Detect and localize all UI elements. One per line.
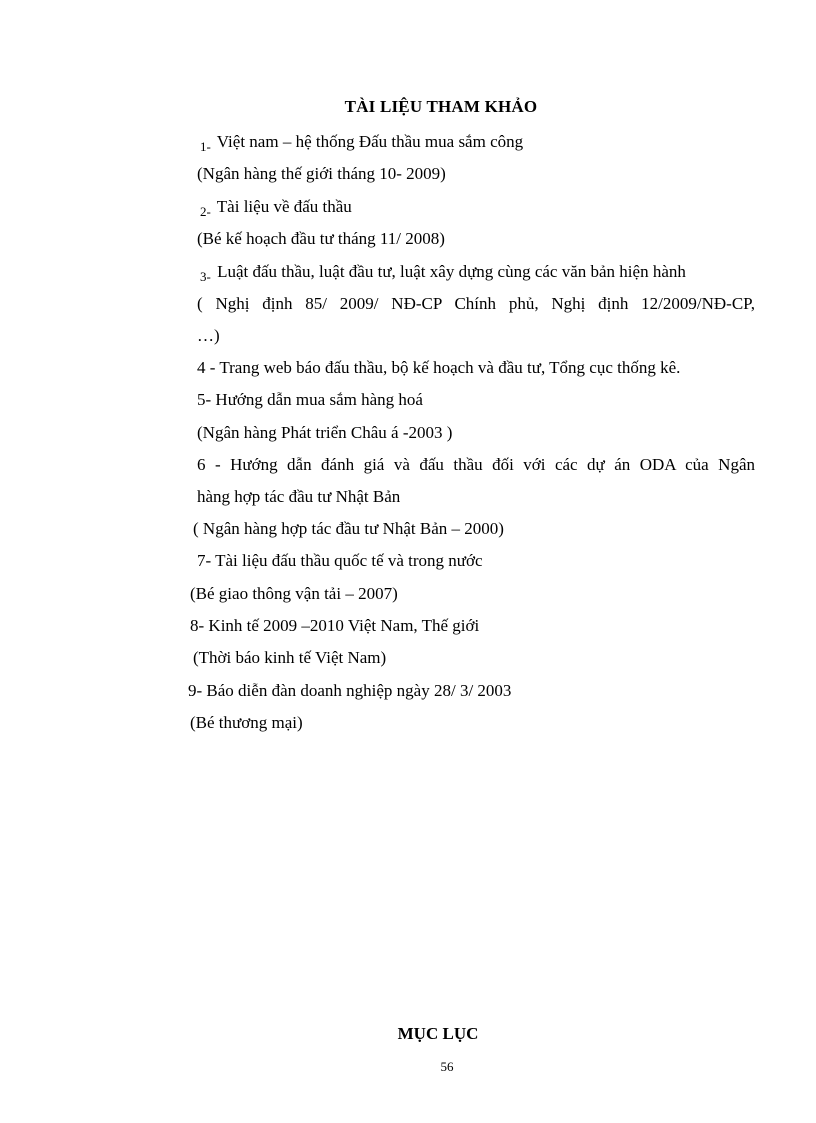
reference-source: (Ngân hàng thế giới tháng 10- 2009) — [197, 164, 446, 183]
table-of-contents-heading: MỤC LỤC — [397, 1024, 479, 1043]
reference-number: 1- — [200, 139, 211, 154]
reference-text: Tài liệu về đấu thầu — [216, 197, 352, 216]
reference-number: 2- — [200, 204, 211, 219]
reference-source: ( Nghị định 85/ 2009/ NĐ-CP Chính phủ, Nghị định 12/2009/NĐ-CP, — [197, 294, 755, 313]
reference-number: 3- — [200, 269, 211, 284]
reference-source: (Bé giao thông vận tải – 2007) — [190, 584, 398, 603]
page-number: 56 — [440, 1059, 454, 1074]
reference-source: (Bé thương mại) — [190, 713, 303, 732]
reference-source: (Ngân hàng Phát triển Châu á -2003 ) — [197, 423, 453, 442]
reference-item-3 — [200, 262, 686, 282]
page-title: TÀI LIỆU THAM KHẢO — [344, 97, 538, 116]
reference-item-5: 5- Hướng dẫn mua sắm hàng hoá — [197, 390, 423, 409]
reference-item-6-cont: hàng hợp tác đầu tư Nhật Bản — [197, 487, 401, 506]
reference-item-9: 9- Báo diễn đàn doanh nghiệp ngày 28/ 3/ 2003 — [188, 681, 512, 700]
reference-text: Việt nam – hệ thống Đấu thầu mua sắm công — [216, 132, 524, 151]
reference-source: (Bé kế hoạch đầu tư tháng 11/ 2008) — [197, 229, 445, 248]
reference-text: Luật đấu thầu, luật đầu tư, luật xây dựng cùng các văn bản hiện hành — [217, 262, 686, 281]
reference-source: ( Ngân hàng hợp tác đầu tư Nhật Bản – 2000) — [193, 519, 504, 538]
reference-item-8: 8- Kinh tế 2009 –2010 Việt Nam, Thế giới — [190, 616, 480, 635]
reference-item-1 — [200, 132, 523, 152]
reference-item-6: 6 - Hướng dẫn đánh giá và đấu thầu đối với các dự án ODA của Ngân — [197, 455, 755, 474]
reference-item-7: 7- Tài liệu đấu thầu quốc tế và trong nước — [197, 551, 483, 570]
reference-item-4: 4 - Trang web báo đấu thầu, bộ kế hoạch và đầu tư, Tổng cục thống kê. — [197, 358, 681, 377]
reference-source: (Thời báo kinh tế Việt Nam) — [193, 648, 387, 667]
reference-item-2 — [200, 197, 352, 217]
reference-source-cont: …) — [197, 326, 220, 345]
